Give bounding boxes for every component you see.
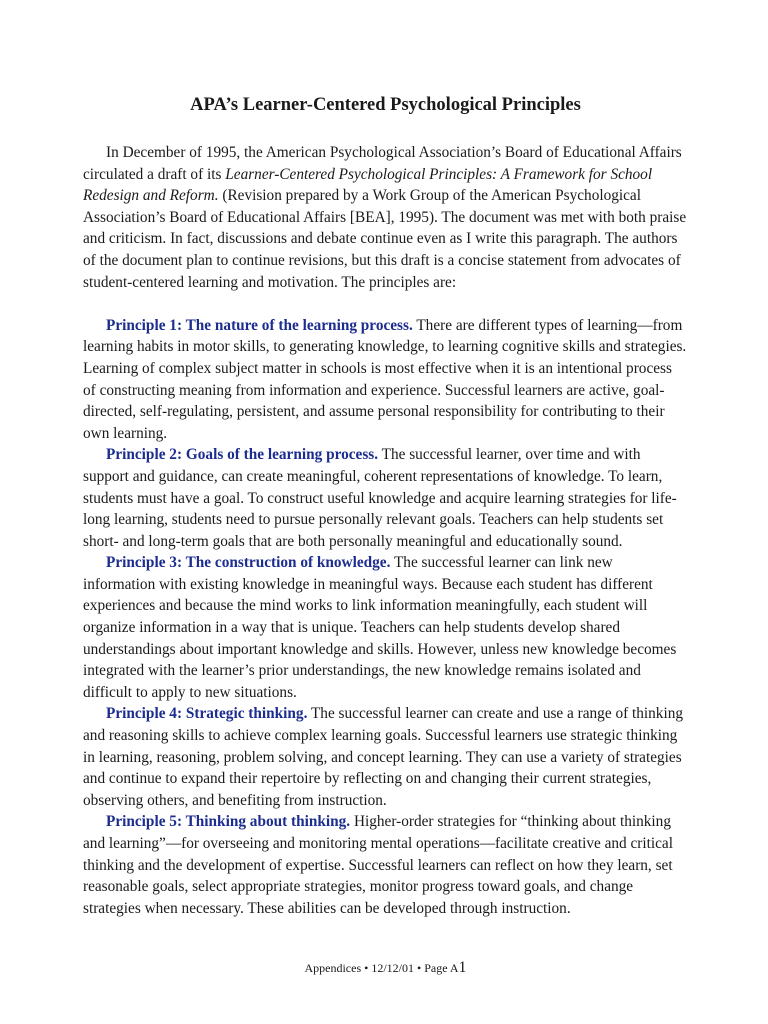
principle-4-paragraph [83, 703, 688, 811]
intro-text-part2: (Revision prepared by a Work Group of the American Psychological Association’s Board of Educational Affairs [BEA], 1995). The document was met with both praise and criticism. In fact, discussions and debate continue even as I write this paragraph. The authors of the document plan to continue revisions, but this draft is a concise statement from advocates of student-centered learning and motivation. The principles are: [83, 187, 687, 291]
principle-5-text: Higher-order strategies for “thinking about thinking and learning”—for overseeing and monitoring mental operations—facilitate creative and critical thinking and the development of expertise. Successful learners can reflect on how they learn, set reasonable goals, select appropriate strategies, monitor progress toward goals, and change strategies when necessary. These abilities can be developed through instruction. [83, 813, 673, 917]
principle-5-heading: Principle 5: Thinking about thinking. [106, 813, 351, 831]
page-title: APA’s Learner-Centered Psychological Principles [190, 95, 581, 115]
principle-5-paragraph [83, 811, 688, 919]
principle-4-text: The successful learner can create and use a range of thinking and reasoning skills to achieve complex learning goals. Successful learners use strategic thinking in learning, reasoning, problem solving, and concept learning. They can use a variety of strategies and continue to expand their repertoire by reflecting on and changing their current strategies, observing others, and benefiting from instruction. [83, 705, 684, 809]
principle-3-heading: Principle 3: The construction of knowledge. [106, 554, 391, 572]
document-page [83, 0, 688, 1024]
document-body [83, 142, 688, 919]
intro-text-part1: In December of 1995, the American Psychological Association’s Board of Educational Affairs circulated a draft of its [83, 144, 682, 183]
intro-paragraph [83, 142, 688, 293]
principle-4-heading: Principle 4: Strategic thinking. [106, 705, 308, 723]
principle-2-heading: Principle 2: Goals of the learning process. [106, 446, 379, 464]
intro-book-title: Learner-Centered Psychological Principles: A Framework for School Redesign and Reform. [83, 165, 653, 205]
principle-3-text: The successful learner can link new information with existing knowledge in meaningful ways. Because each student has different experiences and because the mind works to link information meaningfully, each student will organize information in a way that is unique. Teachers can help students develop shared understandings about important knowledge and skills. However, unless new knowledge becomes integrated with the learner’s prior understandings, the new knowledge remains isolated and difficult to apply to new situations. [83, 554, 677, 701]
page-footer [83, 960, 688, 976]
principle-1-paragraph [83, 315, 688, 445]
principle-2-text: The successful learner, over time and with support and guidance, can create meaningful, coherent representations of knowledge. To learn, students must have a goal. To construct useful knowledge and acquire learning strategies for life-long learning, students need to pursue personally relevant goals. Teachers can help students set short- and long-term goals that are both personally meaningful and educationally sound. [83, 446, 677, 550]
principle-2-paragraph [83, 444, 688, 552]
principle-1-heading: Principle 1: The nature of the learning process. [106, 316, 413, 334]
principle-3-paragraph [83, 552, 688, 703]
principle-1-text: There are different types of learning—from learning habits in motor skills, to generating knowledge, to learning cognitive skills and strategies. Learning of complex subject matter in schools is most effective when it is an intentional process of constructing meaning from information and experience. Successful learners are active, goal-directed, self-regulating, persistent, and assume personal responsibility for contributing to their own learning. [83, 316, 687, 442]
footer-page-number: 1 [458, 959, 467, 976]
footer-text: Appendices • 12/12/01 • Page A [304, 961, 459, 975]
